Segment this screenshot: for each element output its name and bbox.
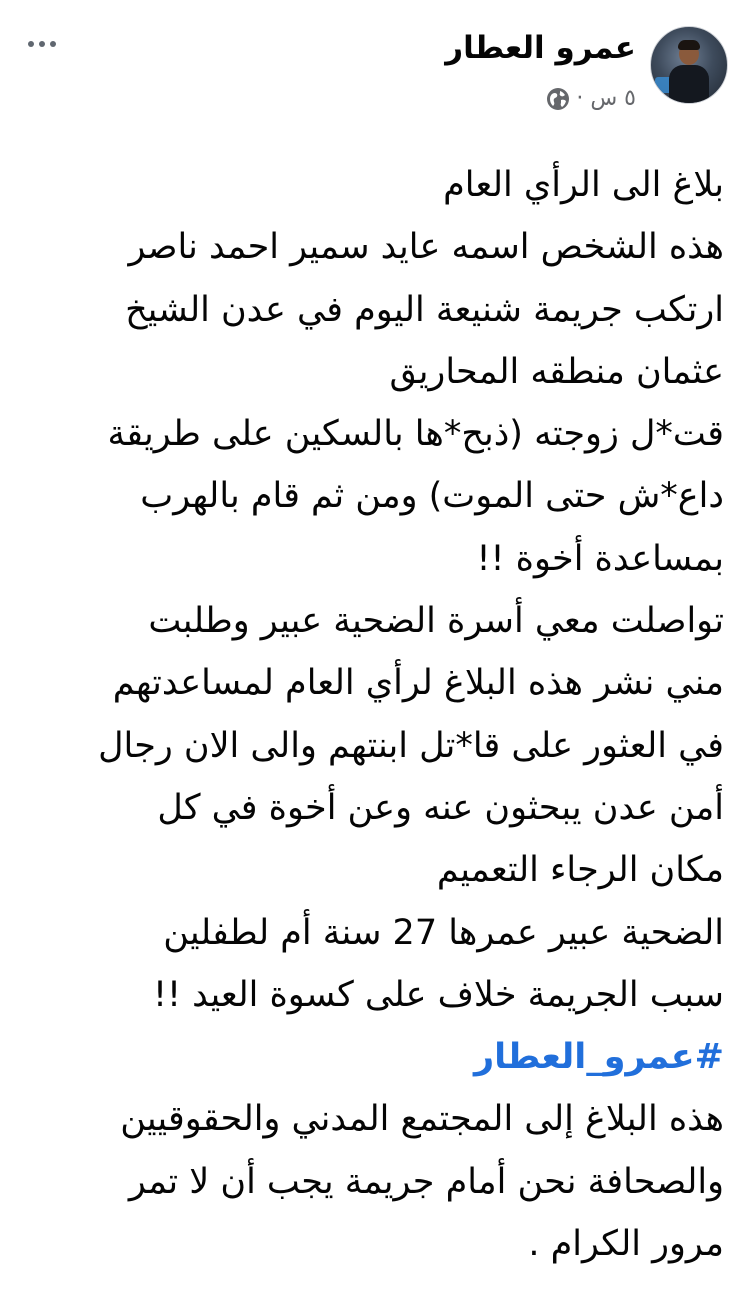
- post-text-line: ارتكب جريمة شنيعة اليوم في عدن الشيخ: [125, 289, 724, 330]
- post-text-line: بمساعدة أخوة !!: [476, 538, 724, 579]
- more-dot: [28, 41, 34, 47]
- post-text-line: والصحافة نحن أمام جريمة يجب أن لا تمر: [128, 1161, 724, 1202]
- post-body: [18, 154, 724, 1275]
- avatar-figure-hair: [678, 40, 700, 50]
- post-text-line: مرور الكرام .: [528, 1224, 724, 1265]
- post-meta: [546, 84, 636, 114]
- more-options-button[interactable]: [22, 32, 62, 56]
- post-text-line: هذه البلاغ إلى المجتمع المدني والحقوقيين: [120, 1099, 724, 1140]
- author-avatar[interactable]: [650, 26, 728, 104]
- more-dot: [50, 41, 56, 47]
- post-text-line: الضحية عبير عمرها 27 سنة أم لطفلين: [163, 912, 724, 953]
- post-text-line: في العثور على قا*تل ابنتهم والى الان رجال: [98, 725, 724, 766]
- post-text-line: سبب الجريمة خلاف على كسوة العيد !!: [152, 974, 724, 1015]
- post-text-line: داع*ش حتى الموت) ومن ثم قام بالهرب: [140, 476, 724, 517]
- author-name[interactable]: عمرو العطار: [445, 30, 636, 66]
- post-text-line: مني نشر هذه البلاغ لرأي العام لمساعدتهم: [112, 663, 724, 704]
- post-text-line: مكان الرجاء التعميم: [436, 850, 724, 891]
- post-time[interactable]: ٥ س ·: [576, 86, 636, 111]
- post-header: [22, 22, 728, 112]
- globe-icon[interactable]: [546, 87, 570, 111]
- hashtag-link[interactable]: #عمرو_العطار: [473, 1037, 724, 1078]
- avatar-figure-body: [669, 65, 709, 104]
- more-dot: [39, 41, 45, 47]
- post-text-line: قت*ل زوجته (ذبح*ها بالسكين على طريقة: [107, 414, 724, 455]
- post-text-line: تواصلت معي أسرة الضحية عبير وطلبت: [148, 601, 724, 642]
- post-text-line: عثمان منطقه المحاريق: [389, 351, 724, 392]
- post-text-line: أمن عدن يبحثون عنه وعن أخوة في كل: [157, 787, 724, 828]
- post-text-line: هذه الشخص اسمه عايد سمير احمد ناصر: [128, 227, 724, 268]
- post-text-line: بلاغ الى الرأي العام: [443, 165, 724, 205]
